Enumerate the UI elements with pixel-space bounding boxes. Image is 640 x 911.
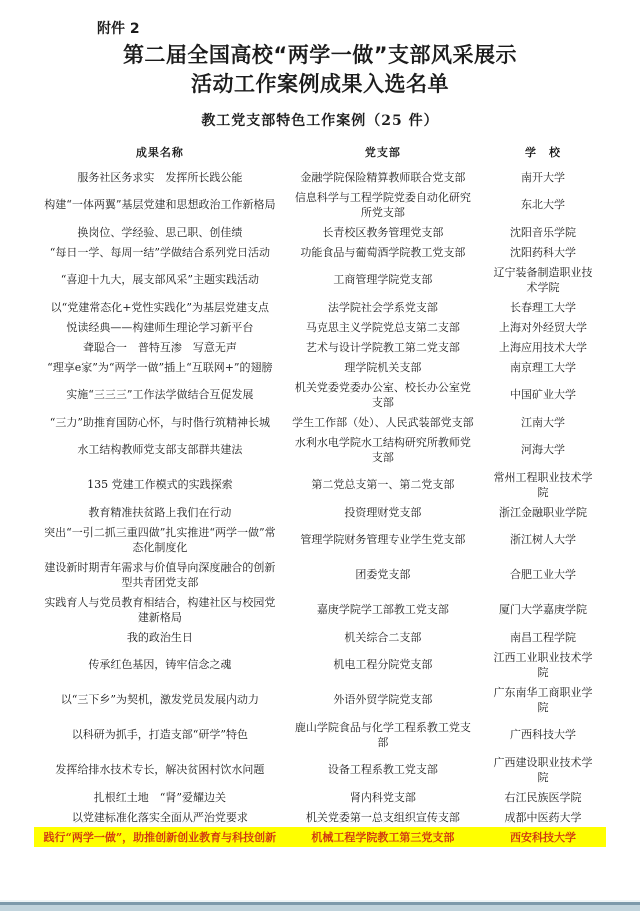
cell-achievement-name: “理享e家”为“两学一做”插上“互联网+”的翅膀 [47,360,273,374]
cell-party-branch: 肾内科党支部 [349,790,416,804]
cell-achievement-name: 以科研为抓手，打造支部“研学”特色 [71,728,248,741]
cell-achievement-name: 服务社区务求实 发挥所长践公能 [77,170,243,184]
cell-party-branch: 理学院机关支部 [344,360,422,374]
cell-party-branch: 法学院社会学系党支部 [327,300,438,314]
table-header-row [34,142,606,162]
cell-party-branch: 机械工程学院教工第三党支部 [311,830,455,844]
cell-party-branch: 管理学院财务管理专业学生党支部 [300,533,466,546]
cell-school: 合肥工业大学 [510,568,577,581]
cell-achievement-name: 135 党建工作模式的实践探索 [87,478,233,491]
table-row [34,412,606,432]
cell-party-branch: 长青校区教务管理党支部 [322,225,444,239]
table-row [34,377,606,412]
cell-party-branch: 工商管理学院党支部 [333,273,433,286]
cell-school: 沈阳药科大学 [510,245,577,259]
table-body [34,167,606,847]
column-header-branch: 党支部 [364,145,401,159]
cell-achievement-name: 以党建标准化落实全面从严治党要求 [71,810,248,824]
cell-party-branch: 机关综合二支部 [344,630,422,644]
cell-achievement-name: 以“党建常态化+党性实践化”为基层党建支点 [50,300,270,314]
cell-party-branch: 艺术与设计学院教工第二党支部 [305,340,460,354]
cell-party-branch: 机关党委党委办公室、校长办公室党支部 [294,380,471,409]
page-title [0,41,640,99]
cell-achievement-name: 换岗位、学经验、思己职、创佳绩 [77,225,243,239]
cell-school: 厦门大学嘉庚学院 [499,603,588,616]
cell-school: 浙江树人大学 [510,533,577,546]
cell-achievement-name: 发挥给排水技术专长，解决贫困村饮水问题 [55,763,265,776]
table-row [34,222,606,242]
cell-achievement-name: 悦读经典——构建师生理论学习新平台 [66,320,254,334]
cell-achievement-name: 建设新时期青年需求与价值导向深度融合的创新型共青团党支部 [44,560,276,589]
cell-school: 东北大学 [521,198,566,211]
cell-party-branch: 水利水电学院水工结构研究所教师党支部 [294,435,471,464]
table-row [34,432,606,467]
cell-school: 江西工业职业技术学院 [493,650,593,679]
cell-achievement-name: 我的政治生日 [126,630,193,644]
page-title-line1: 第二届全国高校“两学一做”支部风采展示 [122,43,518,67]
table-row [34,827,606,847]
cell-party-branch: 第二党总支第一、第二党支部 [311,478,455,491]
cell-achievement-name: 教育精准扶贫路上我们在行动 [88,505,232,519]
attachment-label: 附件 2 [97,21,140,37]
table-row [34,357,606,377]
cell-achievement-name: “三力”助推育国防心怀，与时偕行筑精神长城 [49,415,270,429]
table-row [34,337,606,357]
table-row [34,242,606,262]
case-table [34,142,606,847]
cell-achievement-name: 聋聪合一 普特互渗 写意无声 [82,340,237,354]
table-row [34,262,606,297]
cell-school: 南昌工程学院 [510,630,577,644]
column-header-achievement: 成果名称 [135,145,184,159]
table-row [34,187,606,222]
window-bottom-edge [0,900,640,911]
cell-school: 长春理工大学 [510,300,577,314]
cell-achievement-name: 扎根红土地 “肾”爱耀边关 [93,790,226,804]
cell-school: 南开大学 [521,170,566,184]
table-row [34,592,606,627]
cell-achievement-name: 实施“三三三”工作法学做结合互促发展 [66,388,254,401]
cell-party-branch: 学生工作部（处）、人民武装部党支部 [292,415,474,429]
cell-party-branch: 团委党支部 [355,568,411,581]
cell-school: 河海大学 [521,443,566,456]
table-row [34,752,606,787]
cell-party-branch: 马克思主义学院党总支第二支部 [305,320,460,334]
cell-achievement-name: 传承红色基因，铸牢信念之魂 [88,658,232,671]
cell-school: 上海应用技术大学 [499,340,588,354]
cell-school: 广西建设职业技术学院 [493,755,593,784]
page-title-line2: 活动工作案例成果入选名单 [191,72,449,96]
cell-party-branch: 机关党委第一总支组织宣传支部 [305,810,460,824]
cell-school: 广西科技大学 [510,728,577,741]
cell-school: 沈阳音乐学院 [510,225,577,239]
cell-party-branch: 设备工程系教工党支部 [327,763,438,776]
cell-achievement-name: 突出“一引二抓三重四做”扎实推进“两学一做”常态化制度化 [44,525,276,554]
table-row [34,502,606,522]
cell-achievement-name: 构建“一体两翼”基层党建和思想政治工作新格局 [44,198,276,211]
table-row [34,627,606,647]
cell-achievement-name: “喜迎十九大，展支部风采”主题实践活动 [60,273,259,286]
table-row [34,297,606,317]
cell-party-branch: 外语外贸学院党支部 [333,693,433,706]
table-row [34,557,606,592]
cell-school: 右江民族医学院 [504,790,582,804]
section-subtitle: 教工党支部特色工作案例（25 件） [201,113,439,129]
cell-party-branch: 信息科学与工程学院党委自动化研究所党支部 [294,190,471,219]
table-row [34,167,606,187]
cell-party-branch: 机电工程分院党支部 [333,658,433,671]
cell-school: 南京理工大学 [510,360,577,374]
cell-school: 中国矿业大学 [510,388,577,401]
cell-achievement-name: “每日一学、每周一结”学做结合系列党日活动 [49,245,270,259]
cell-achievement-name: 以“三下乡”为契机，激发党员发展内动力 [60,693,259,706]
table-row [34,647,606,682]
cell-school: 浙江金融职业学院 [499,505,588,519]
cell-school: 上海对外经贸大学 [499,320,588,334]
cell-school: 广东南华工商职业学院 [493,685,593,714]
table-row [34,317,606,337]
table-row [34,787,606,807]
table-row [34,717,606,752]
table-row [34,522,606,557]
cell-achievement-name: 水工结构教师党支部支部群共建法 [77,443,243,456]
cell-achievement-name: 践行“两学一做”，助推创新创业教育与科技创新 [43,830,277,844]
cell-achievement-name: 实践育人与党员教育相结合，构建社区与校园党建新格局 [44,595,276,624]
cell-school: 西安科技大学 [510,830,577,844]
cell-party-branch: 鹿山学院食品与化学工程系教工党支部 [294,720,471,749]
column-header-school: 学 校 [525,145,562,159]
table-row [34,467,606,502]
cell-school: 常州工程职业技术学院 [493,470,593,499]
cell-school: 成都中医药大学 [504,810,582,824]
table-row [34,682,606,717]
cell-party-branch: 投资理财党支部 [344,505,422,519]
cell-party-branch: 功能食品与葡萄酒学院教工党支部 [300,245,466,259]
cell-school: 辽宁装备制造职业技术学院 [493,265,593,294]
table-row [34,807,606,827]
cell-school: 江南大学 [521,415,566,429]
cell-party-branch: 嘉庚学院学工部教工党支部 [316,603,449,616]
cell-party-branch: 金融学院保险精算教师联合党支部 [300,170,466,184]
